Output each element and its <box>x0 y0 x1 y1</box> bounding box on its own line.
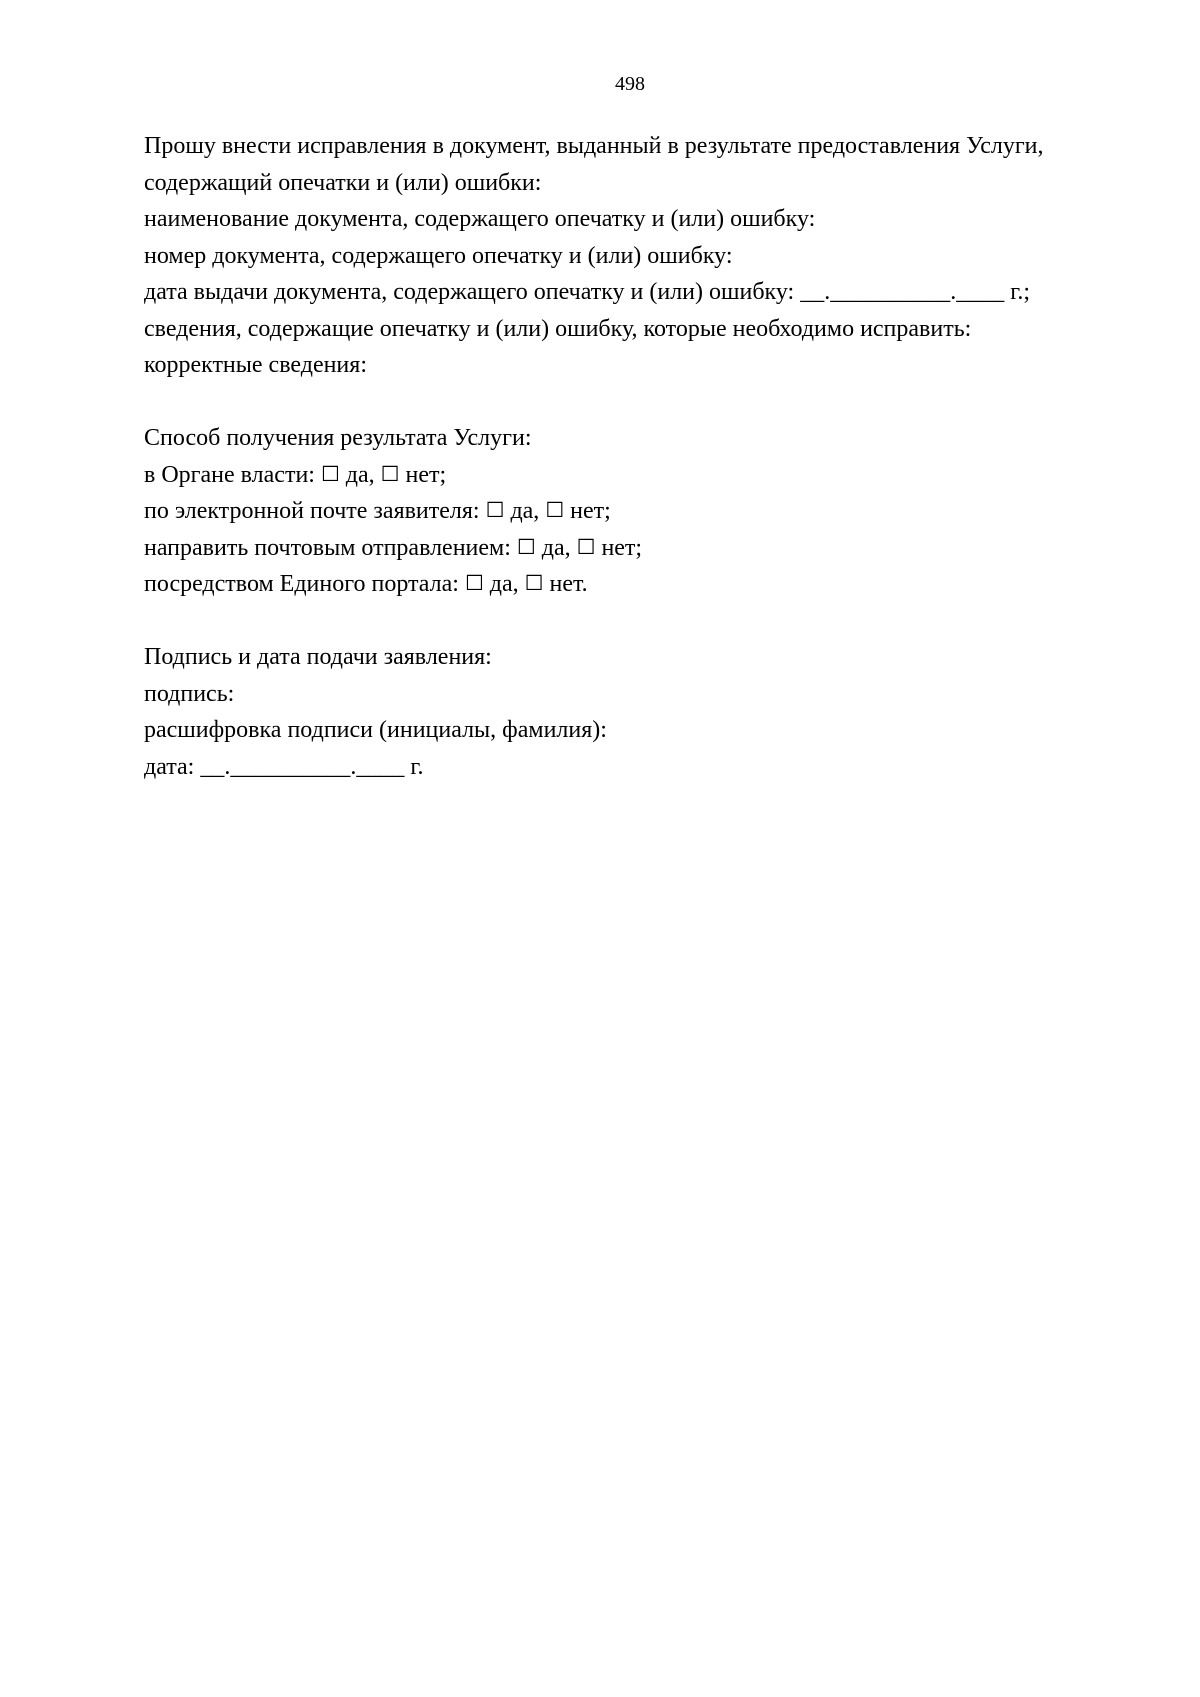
delivery-heading: Способ получения результата Услуги: <box>144 425 532 451</box>
signature-heading: Подпись и дата подачи заявления: <box>144 644 492 670</box>
document-body <box>144 128 1124 785</box>
correct-info-field: корректные сведения: <box>144 352 367 378</box>
no-label: нет. <box>549 571 588 597</box>
delivery-option-label: по электронной почте заявителя: <box>144 498 480 524</box>
yes-label: да, <box>345 461 375 488</box>
spacer <box>144 603 1124 640</box>
delivery-option-email <box>144 493 1124 530</box>
request-line-1: Прошу внести исправления в документ, выданный в результате предоставления Услуги, <box>144 133 1044 159</box>
document-name-field: наименование документа, содержащего опечатку и (или) ошибку: <box>144 206 816 232</box>
no-label: нет; <box>570 498 611 524</box>
delivery-option-label: посредством Единого портала: <box>144 571 459 597</box>
spacer <box>144 384 1124 421</box>
signature-decode-field: расшифровка подписи (инициалы, фамилия): <box>144 717 607 743</box>
document-number-field: номер документа, содержащего опечатку и (или) ошибку: <box>144 242 733 269</box>
signature-field: подпись: <box>144 680 235 707</box>
page-number: 498 <box>615 73 645 95</box>
no-label: нет; <box>601 534 643 561</box>
delivery-option-authority <box>144 457 1124 494</box>
yes-label: да, <box>510 498 540 524</box>
delivery-option-mail <box>144 530 1124 567</box>
wrong-info-field: сведения, содержащие опечатку и (или) ошибку, которые необходимо исправить: <box>144 315 972 342</box>
signature-date-field: дата: __.__________.____ г. <box>144 753 424 780</box>
no-checkbox-icon[interactable]: ☐ <box>380 461 400 486</box>
yes-checkbox-icon[interactable]: ☐ <box>320 461 340 486</box>
no-checkbox-icon[interactable]: ☐ <box>545 498 565 522</box>
no-checkbox-icon[interactable]: ☐ <box>576 534 596 559</box>
yes-label: да, <box>541 534 571 561</box>
yes-checkbox-icon[interactable]: ☐ <box>464 571 484 595</box>
yes-checkbox-icon[interactable]: ☐ <box>485 498 505 522</box>
delivery-option-label: направить почтовым отправлением: <box>144 534 511 561</box>
yes-label: да, <box>489 571 519 597</box>
delivery-option-portal <box>144 566 1124 603</box>
request-line-2: содержащий опечатки и (или) ошибки: <box>144 169 542 196</box>
no-label: нет; <box>405 461 447 488</box>
document-date-field: дата выдачи документа, содержащего опечатку и (или) ошибку: __.__________.____ г.; <box>144 279 1031 305</box>
delivery-option-label: в Органе власти: <box>144 461 315 488</box>
yes-checkbox-icon[interactable]: ☐ <box>516 534 536 559</box>
no-checkbox-icon[interactable]: ☐ <box>524 571 544 595</box>
